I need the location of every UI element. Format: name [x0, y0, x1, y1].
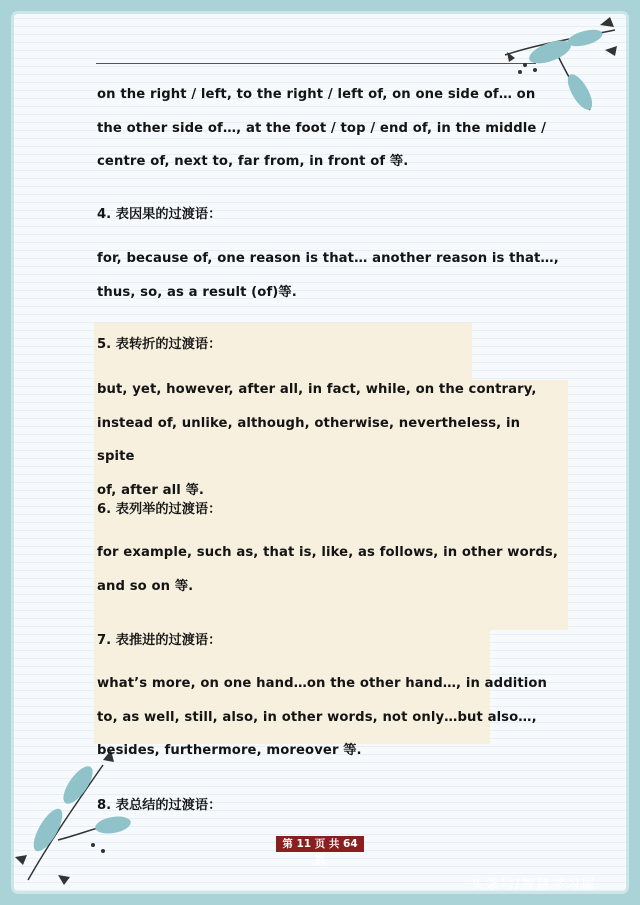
- text-line: what’s more, on one hand…on the other hand…, in addition: [97, 676, 548, 691]
- text-line: and so on 等.: [97, 578, 194, 594]
- section-heading-progression: 7. 表推进的过渡语：: [97, 633, 222, 648]
- paragraph-cause-effect: [97, 242, 559, 309]
- watermark-text: 头条号/智慧学习屋: [470, 877, 596, 893]
- text-line: the other side of…, at the foot / top / end of, in the middle /: [97, 120, 547, 136]
- text-line: for, because of, one reason is that… another reason is that…,: [97, 251, 559, 266]
- section-heading-contrast: 5. 表转折的过渡语：: [97, 337, 222, 352]
- header-rule: [96, 63, 536, 64]
- section-heading-cause-effect: 4. 表因果的过渡语：: [97, 207, 222, 222]
- text-line: for example, such as, that is, like, as follows, in other words,: [97, 545, 558, 560]
- section-heading-examples: 6. 表列举的过渡语：: [97, 502, 222, 517]
- page-number-badge: 第 11 页 共 64 页: [276, 836, 364, 852]
- paragraph-examples: [97, 536, 559, 603]
- text-line: but, yet, however, after all, in fact, while, on the contrary,: [97, 382, 537, 397]
- paragraph-contrast: [97, 373, 559, 507]
- paragraph-progression: [97, 667, 559, 768]
- text-line: centre of, next to, far from, in front of 等.: [97, 154, 409, 169]
- text-line: on the right / left, to the right / left of, on one side of… on: [97, 87, 536, 102]
- text-line: besides, furthermore, moreover 等.: [97, 743, 362, 758]
- paragraph-location-transitions: [97, 78, 559, 179]
- text-line: to, as well, still, also, in other words, not only…but also…,: [97, 709, 537, 725]
- text-line: instead of, unlike, although, otherwise, nevertheless, in spite: [97, 415, 521, 464]
- section-heading-summary: 8. 表总结的过渡语：: [97, 798, 222, 813]
- text-line: thus, so, as a result (of)等.: [97, 284, 297, 300]
- text-line: of, after all 等.: [97, 482, 204, 498]
